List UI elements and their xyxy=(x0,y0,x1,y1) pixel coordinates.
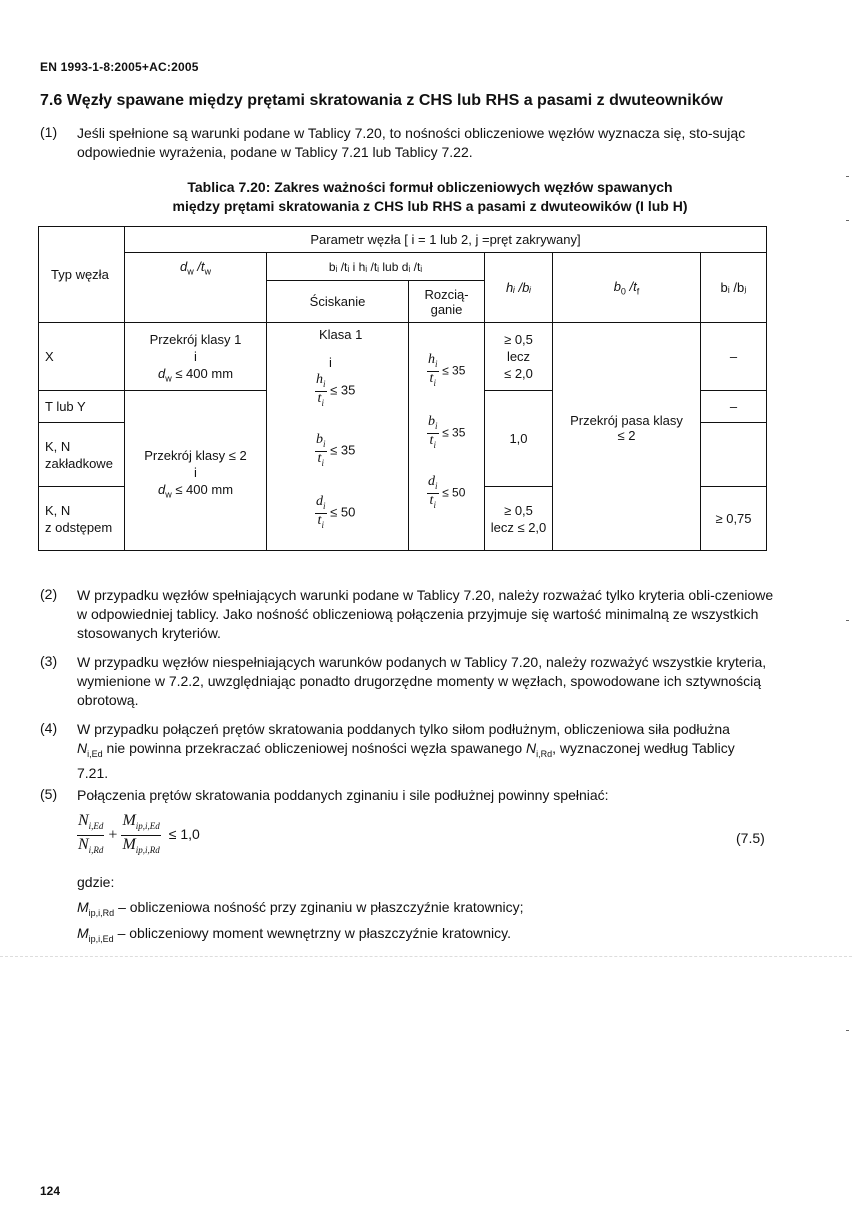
hb-x-cell xyxy=(485,323,553,391)
tfb-den xyxy=(427,434,439,452)
p4-end: , wyznaczonej według Tablicy xyxy=(552,740,735,756)
row-kn-gap-b: zakładkowe xyxy=(45,455,113,471)
equation-7-5 xyxy=(77,812,200,859)
hb-one-cell xyxy=(485,391,553,487)
para-5-text: Połączenia prętów skratowania poddanych zginaniu i sile podłużnej powinny spełniać: xyxy=(77,787,609,803)
tens-b-limit: ≤ 35 xyxy=(442,425,466,440)
eq-m-den-sym: M xyxy=(122,836,136,854)
col-type-label: Typ węzła xyxy=(51,267,109,282)
row-kn-gap-type xyxy=(39,423,125,487)
eq-n-num-sub: i,Ed xyxy=(88,821,104,832)
def1-sub: ip,i,Rd xyxy=(88,907,115,918)
bb-ty-dash: – xyxy=(729,399,738,414)
page-divider xyxy=(0,956,852,957)
eq-frac-n xyxy=(77,812,104,859)
section-title: 7.6 Węzły spawane między prętami skratowania z CHS lub RHS a pasami z dwuteowników xyxy=(40,92,723,109)
p4-n1: N xyxy=(77,740,88,756)
fh-ni: i xyxy=(323,378,326,389)
bb-ty-cell xyxy=(701,391,767,423)
p4-n2: N xyxy=(526,740,537,756)
col-tension-label: Rozcią-ganie xyxy=(424,286,469,317)
eq-n-den-sym: N xyxy=(78,836,89,854)
fb-n: b xyxy=(316,432,323,447)
dw-class1-line1: Przekrój klasy 1 xyxy=(149,332,242,347)
para-4-text xyxy=(77,720,777,783)
eq-m-den xyxy=(121,836,160,859)
col-b0-sub: 0 xyxy=(620,286,626,297)
eq-n-num xyxy=(77,812,104,836)
col-b0-header xyxy=(553,253,701,323)
para-5-number: (5) xyxy=(40,786,58,802)
frac-b-num xyxy=(315,433,327,452)
col-bi-label: bᵢ /tᵢ i hᵢ /tᵢ lub dᵢ /tᵢ xyxy=(328,259,423,274)
bb-kn-gap-cell xyxy=(701,423,767,487)
tens-d-limit: ≤ 50 xyxy=(442,485,466,500)
header-type-cell xyxy=(39,227,125,323)
frac-h-num xyxy=(315,373,327,392)
row-kn-off-a: K, N xyxy=(45,502,71,518)
frac-d-den xyxy=(315,514,327,532)
para-4-line1: W przypadku połączeń prętów skratowania poddanych tylko siłom podłużnym, obliczeniowa siła podłużna xyxy=(77,721,730,737)
dw-class1-sym: d xyxy=(157,366,166,381)
tfh-ni: i xyxy=(435,358,438,369)
comp-b-limit: ≤ 35 xyxy=(330,442,356,458)
def1-text: – obliczeniowa nośność przy zginaniu w płaszczyźnie kratownicy; xyxy=(114,899,524,915)
eq-m-num-sub: ip,i,Ed xyxy=(135,821,160,832)
dw-class2-line1: Przekrój klasy ≤ 2 xyxy=(144,448,247,463)
tens-frac-b xyxy=(427,415,465,452)
tfb-di: i xyxy=(433,439,436,450)
row-ty-type xyxy=(39,391,125,423)
eq-frac-m xyxy=(121,812,160,859)
col-bi-header xyxy=(267,253,485,281)
row-x-label: X xyxy=(45,349,54,364)
p4-n1-sub: i,Ed xyxy=(87,748,103,759)
col-b0-sub2: f xyxy=(636,286,640,297)
fh-di: i xyxy=(321,397,324,408)
dw-class2-cell xyxy=(125,391,267,551)
tfb-n: b xyxy=(428,414,435,429)
para-2-number: (2) xyxy=(40,586,58,602)
comp-frac-b xyxy=(315,433,355,470)
row-x-type xyxy=(39,323,125,391)
tfb-num xyxy=(427,415,439,434)
col-dw-sym: d xyxy=(179,259,188,274)
fd-di: i xyxy=(321,519,324,530)
definition-1 xyxy=(77,899,524,918)
compression-cell xyxy=(267,323,409,551)
table-caption-line2: między prętami skratowania z CHS lub RHS a pasami z dwuteowików (I lub H) xyxy=(172,198,688,214)
hb-x-line3: ≤ 2,0 xyxy=(504,366,533,381)
fb-ni: i xyxy=(323,438,326,449)
col-dw-sub2: w xyxy=(204,266,212,277)
bb-off-cell xyxy=(701,487,767,551)
hb-x-line2: lecz xyxy=(506,349,531,364)
comp-frac-h xyxy=(315,373,355,410)
dw-class2-sym: d xyxy=(157,482,166,497)
bb-x-dash: – xyxy=(729,349,738,364)
frac-h-den xyxy=(315,392,327,410)
row-kn-gap-label xyxy=(39,438,124,472)
tension-cell xyxy=(409,323,485,551)
col-hb-header xyxy=(485,253,553,323)
tfh-d: t xyxy=(429,370,434,386)
eq-m-num xyxy=(121,812,160,836)
fh-n: h xyxy=(316,372,323,387)
dw-class1-line3 xyxy=(125,365,266,388)
para-4-number: (4) xyxy=(40,720,58,736)
frac-b-den xyxy=(315,452,327,470)
fd-d: t xyxy=(317,512,322,528)
param-header-cell xyxy=(125,227,767,253)
def1-sym: M xyxy=(77,899,89,915)
b0-cell xyxy=(553,323,701,551)
p4-mid: nie powinna przekraczać obliczeniowej nośności węzła spawanego xyxy=(102,740,526,756)
para-1-text: Jeśli spełnione są warunki podane w Tablicy 7.20, to nośności obliczeniowe węzłów wyznacza się, sto-sując odpowiednie wyrażenia, podane w Tablicy 7.21 lub Tablicy 7.22. xyxy=(77,125,746,160)
dw-class2-line3 xyxy=(125,481,266,504)
fb-di: i xyxy=(321,457,324,468)
tfd-ni: i xyxy=(435,480,438,491)
validity-table xyxy=(38,226,767,551)
page-number: 124 xyxy=(40,1184,61,1198)
col-dw-sub: w xyxy=(187,266,194,277)
tfd-den xyxy=(427,494,439,512)
para-3-text: W przypadku węzłów niespełniających warunków podanych w Tablicy 7.20, należy rozważyć wszystkie kryteria, wymienione w 7.2.2, uwzględniając ponadto drugorzędne momenty w węzłach, spowodowane ich sztywnością obrotową. xyxy=(77,654,767,708)
dw-class1-sub: w xyxy=(165,373,172,384)
comp-class-label: Klasa 1 xyxy=(319,327,363,342)
col-bb-label: bᵢ /bⱼ xyxy=(720,279,747,295)
hb-off-line2: lecz ≤ 2,0 xyxy=(490,519,547,535)
definition-2 xyxy=(77,925,511,944)
b0-line1: Przekrój pasa klasy xyxy=(570,412,683,428)
col-b0-sym: b xyxy=(613,278,621,294)
dw-class2-sub: w xyxy=(165,489,172,500)
margin-mark-4 xyxy=(846,1030,849,1031)
margin-mark-1 xyxy=(846,176,849,177)
standard-header: EN 1993-1-8:2005+AC:2005 xyxy=(40,60,199,74)
tfh-den xyxy=(427,372,439,390)
table-caption-line1: Tablica 7.20: Zakres ważności formuł obliczeniowych węzłów spawanych xyxy=(187,179,673,195)
para-4-line2 xyxy=(77,739,777,764)
tfb-ni: i xyxy=(435,420,438,431)
def2-sub: ip,i,Ed xyxy=(88,933,114,944)
para-2-text: W przypadku węzłów spełniających warunki podane w Tablicy 7.20, należy rozważać tylko kryteria obli-czeniowe w odpowiedniej tablicy. Jako nośność obliczeniową połączenia przyjmuje się wartość minimalną ze wszystkich stosowanych kryteriów. xyxy=(77,587,774,641)
row-kn-off-type xyxy=(39,487,125,551)
col-compression-header xyxy=(267,281,409,323)
tfh-di: i xyxy=(433,377,436,388)
dw-class1-rest: ≤ 400 mm xyxy=(171,366,234,381)
p4-n2-sub: i,Rd xyxy=(536,748,553,759)
comp-h-limit: ≤ 35 xyxy=(330,382,356,398)
row-kn-gap-a: K, N xyxy=(45,438,71,454)
para-3-number: (3) xyxy=(40,653,58,669)
eq-plus: + xyxy=(108,826,118,844)
param-header: Parametr węzła [ i = 1 lub 2, j =pręt zakrywany] xyxy=(310,232,581,247)
para-1-number: (1) xyxy=(40,124,58,140)
eq-n-den-sub: i,Rd xyxy=(88,845,104,856)
col-dw-header xyxy=(125,253,267,323)
col-dw-rest: /t xyxy=(193,259,205,274)
dw-class2-rest: ≤ 400 mm xyxy=(171,482,234,497)
tfd-d: t xyxy=(429,492,434,508)
tfh-n: h xyxy=(428,352,435,367)
frac-d-num xyxy=(315,495,327,514)
hb-off-cell xyxy=(485,487,553,551)
tfd-n: d xyxy=(428,474,435,489)
def2-sym: M xyxy=(77,925,89,941)
fb-d: t xyxy=(317,450,322,466)
eq-rhs: ≤ 1,0 xyxy=(168,826,200,843)
col-bb-header xyxy=(701,253,767,323)
tfh-num xyxy=(427,353,439,372)
tfd-di: i xyxy=(433,499,436,510)
margin-mark-2 xyxy=(846,220,849,221)
tfd-num xyxy=(427,475,439,494)
row-kn-off-label xyxy=(39,502,124,536)
def2-text: – obliczeniowy moment wewnętrzny w płaszczyźnie kratownicy. xyxy=(113,925,512,941)
dw-class1-line2: i xyxy=(194,349,197,364)
hb-off-line1: ≥ 0,5 xyxy=(504,502,533,518)
fd-n: d xyxy=(316,494,323,509)
fh-d: t xyxy=(317,390,322,406)
col-hb-label: hᵢ /bᵢ xyxy=(506,280,531,295)
dw-class1-cell xyxy=(125,323,267,391)
b0-line2: ≤ 2 xyxy=(617,427,636,443)
eq-n-num-sym: N xyxy=(78,812,89,829)
comp-d-limit: ≤ 50 xyxy=(330,504,356,520)
col-compression-label: Ściskanie xyxy=(309,294,366,309)
col-b0-rest: /t xyxy=(625,278,637,294)
row-kn-off-b: z odstępem xyxy=(45,519,113,535)
fd-ni: i xyxy=(323,500,326,511)
eq-m-num-sym: M xyxy=(122,812,136,829)
where-label: gdzie: xyxy=(77,874,115,890)
tens-h-limit: ≤ 35 xyxy=(442,363,466,378)
comp-frac-d xyxy=(315,495,355,532)
eq-m-den-sub: ip,i,Rd xyxy=(135,845,160,856)
hb-one: 1,0 xyxy=(509,431,528,446)
row-ty-label: T lub Y xyxy=(45,399,86,414)
comp-and: i xyxy=(329,355,332,370)
para-4-line3: 7.21. xyxy=(77,764,109,781)
bb-off-value: ≥ 0,75 xyxy=(715,511,752,526)
equation-number: (7.5) xyxy=(736,830,765,846)
hb-x-line1: ≥ 0,5 xyxy=(504,332,533,347)
col-tension-header xyxy=(409,281,485,323)
dw-class2-line2: i xyxy=(194,465,197,480)
bb-x-cell xyxy=(701,323,767,391)
eq-n-den xyxy=(77,836,104,859)
tens-frac-h xyxy=(427,353,465,390)
margin-mark-3 xyxy=(846,620,849,621)
tens-frac-d xyxy=(427,475,465,512)
table-caption xyxy=(100,178,760,216)
tfb-d: t xyxy=(429,432,434,448)
